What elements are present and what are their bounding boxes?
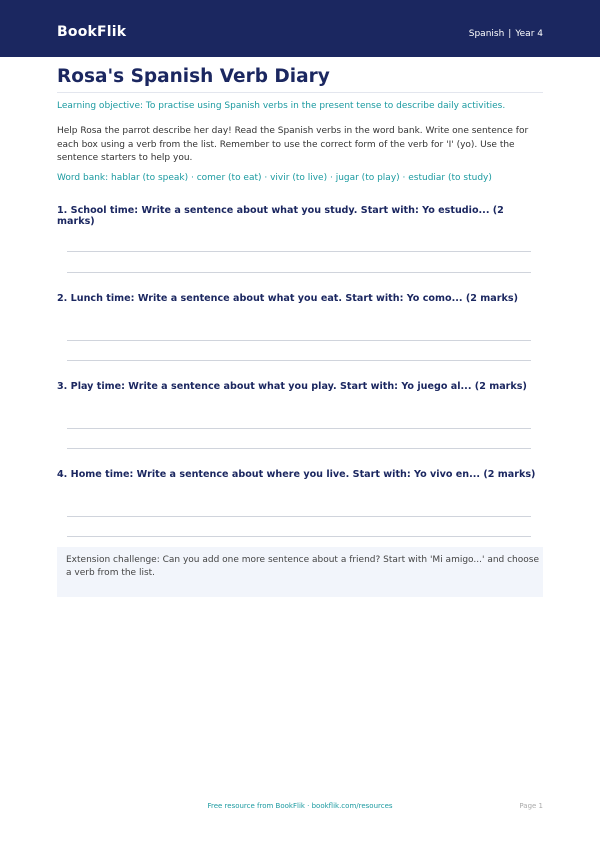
question-4: 4. Home time: Write a sentence about where you live. Start with: Yo vivo en... (2 marks): [57, 469, 536, 480]
question-1: 1. School time: Write a sentence about what you study. Start with: Yo estudio... (2 marks): [57, 205, 504, 227]
page-title: Rosa's Spanish Verb Diary: [57, 66, 330, 87]
brand-logo: BookFlik: [57, 24, 127, 40]
title-divider: [57, 92, 543, 93]
answer-line[interactable]: [67, 536, 531, 537]
answer-line[interactable]: [67, 360, 531, 361]
word-bank: Word bank: hablar (to speak) · comer (to eat) · vivir (to live) · jugar (to play) · estudiar (to study): [57, 173, 492, 183]
footer-link[interactable]: Free resource from BookFlik · bookflik.com/resources: [207, 802, 393, 810]
question-2: 2. Lunch time: Write a sentence about what you eat. Start with: Yo como... (2 marks): [57, 293, 518, 304]
page-number: Page 1: [519, 802, 543, 810]
question-3: 3. Play time: Write a sentence about what you play. Start with: Yo juego al... (2 marks): [57, 381, 527, 392]
answer-line[interactable]: [67, 251, 531, 252]
answer-line[interactable]: [67, 428, 531, 429]
page-header: [0, 0, 600, 57]
answer-line[interactable]: [67, 272, 531, 273]
subject-label: Spanish: [468, 29, 505, 39]
extension-challenge: Extension challenge: Can you add one more sentence about a friend? Start with 'Mi amigo...' and choose a verb from the list.: [57, 547, 543, 597]
learning-objective: Learning objective: To practise using Spanish verbs in the present tense to describe daily activities.: [57, 101, 506, 111]
answer-line[interactable]: [67, 340, 531, 341]
subject-year-label: [469, 29, 543, 39]
answer-line[interactable]: [67, 448, 531, 449]
answer-line[interactable]: [67, 516, 531, 517]
year-label: Year 4: [515, 29, 543, 39]
subject-separator: |: [508, 29, 512, 39]
instructions-text: Help Rosa the parrot describe her day! Read the Spanish verbs in the word bank. Write one sentence for each box using a verb from the list. Remember to use the correct form of the verb for 'I' (yo). Use the sentence starters to help you.: [57, 126, 529, 163]
